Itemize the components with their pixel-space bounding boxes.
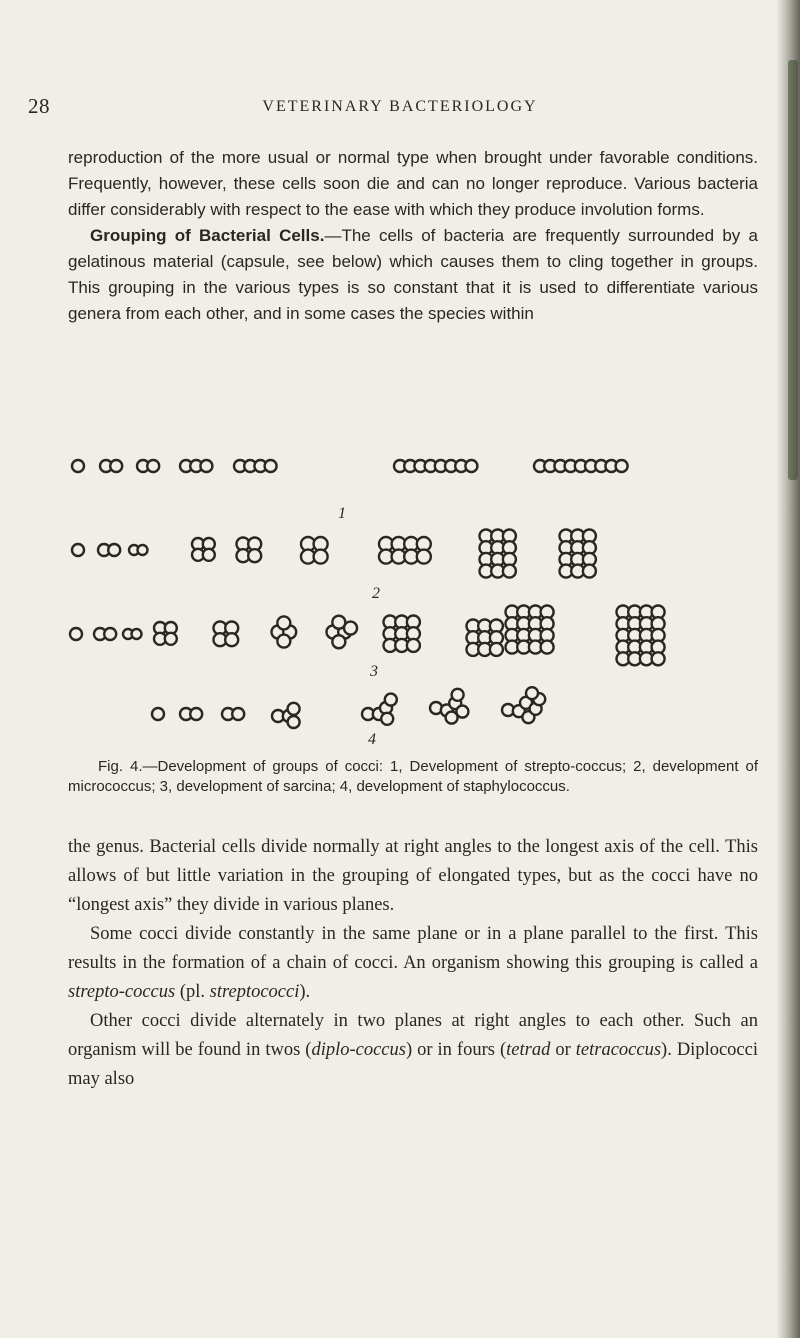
coccus-cell — [147, 460, 159, 472]
continuation-paragraph-2 — [68, 920, 758, 1007]
coccus-cell — [616, 460, 628, 472]
intro-text — [68, 145, 758, 327]
coccus-cell — [385, 694, 397, 706]
page-number: 28 — [28, 94, 50, 118]
coccus-cell — [265, 460, 277, 472]
term-streptococci: streptococci — [209, 982, 300, 1002]
page-header — [0, 94, 800, 124]
coccus-cell — [108, 544, 120, 556]
figure-caption-text: Fig. 4.—Development of groups of cocci: 1, Development of strepto-coccus; 2, development of micrococcus; 3, development of sarcina; 4, development of staphylococcus. — [68, 758, 758, 795]
coccus-cell — [332, 635, 345, 648]
page-edge-shadow — [776, 0, 800, 1338]
coccus-cell — [344, 622, 357, 635]
coccus-cell — [72, 460, 84, 472]
coccus-cell — [203, 549, 215, 561]
coccus-cell — [417, 550, 431, 564]
coccus-cell — [288, 703, 300, 715]
coccus-cell — [490, 643, 503, 656]
cocci-figure — [68, 418, 758, 748]
text-run: Some cocci divide constantly in the same plane or in a plane parallel to the first. This results in the formation of a chain of cocci. An organism showing this grouping is called a — [68, 924, 758, 973]
text-run: ). — [299, 982, 311, 1002]
coccus-cell — [583, 565, 596, 578]
intro-paragraph-2 — [68, 223, 758, 327]
cocci-illustration — [68, 418, 758, 748]
continuation-paragraph-1: the genus. Bacterial cells divide normally at right angles to the longest axis of the cell. This allows of but little variation in the grouping of elongated types, but as the cocci have no “longest axis” they divide in various planes. — [68, 837, 758, 915]
coccus-cell — [248, 549, 261, 562]
coccus-cell — [225, 633, 238, 646]
intro-paragraph-1: reproduction of the more usual or normal type when brought under favorable conditions. Frequently, however, these cells soon die and can no longer reproduce. Various bacteria differ considerably with respect to the ease with which they produce involution forms. — [68, 148, 758, 219]
coccus-cell — [652, 652, 665, 665]
coccus-cell — [452, 689, 464, 701]
coccus-cell — [70, 628, 82, 640]
text-run: ) or in fours ( — [405, 1040, 507, 1060]
text-run: ). Diplococci may also — [68, 1040, 758, 1089]
coccus-cell — [190, 708, 202, 720]
running-head: VETERINARY BACTERIOLOGY — [262, 98, 538, 115]
row-label-3: 3 — [370, 663, 378, 680]
coccus-cell — [72, 544, 84, 556]
term-tetracoccus: tetracoccus — [575, 1040, 662, 1060]
coccus-cell — [503, 565, 516, 578]
coccus-cell — [232, 708, 244, 720]
term-tetrad: tetrad — [506, 1040, 551, 1060]
coccus-cell — [456, 706, 468, 718]
coccus-cell — [407, 639, 420, 652]
row-label-2: 2 — [372, 585, 380, 602]
figure-caption — [68, 757, 758, 797]
term-diplococcus: diplo-coccus — [311, 1040, 406, 1060]
coccus-cell — [104, 628, 116, 640]
section-heading: Grouping of Bacterial Cells. — [90, 226, 325, 245]
text-run: or — [550, 1040, 576, 1060]
row-label-1: 1 — [338, 505, 346, 522]
text-run: (pl. — [175, 982, 210, 1002]
coccus-cell — [152, 708, 164, 720]
coccus-cell — [381, 713, 393, 725]
coccus-cell — [110, 460, 122, 472]
coccus-cell — [165, 633, 177, 645]
coccus-cell — [277, 616, 290, 629]
coccus-cell — [541, 641, 554, 654]
coccus-cell — [314, 550, 328, 564]
coccus-cell — [465, 460, 477, 472]
continuation-text — [68, 833, 758, 1094]
term-streptococcus: strepto-coccus — [68, 982, 176, 1002]
coccus-cell — [526, 687, 538, 699]
coccus-cell — [138, 545, 148, 555]
coccus-cell — [132, 629, 142, 639]
section-text: —The cells of bacteria are frequently surrounded by a gelatinous material (capsule, see below) which causes them to cling together in groups. This grouping in the various types is so constant that it is used to differentiate various genera from each other, and in some cases the species within — [68, 226, 758, 323]
continuation-paragraph-3 — [68, 1007, 758, 1094]
text-run: Other cocci divide alternately in two planes at right angles to each other. Such an organism will be found in twos ( — [68, 1011, 758, 1060]
row-label-4: 4 — [368, 731, 376, 748]
coccus-cell — [288, 716, 300, 728]
coccus-cell — [200, 460, 212, 472]
coccus-cell — [277, 635, 290, 648]
